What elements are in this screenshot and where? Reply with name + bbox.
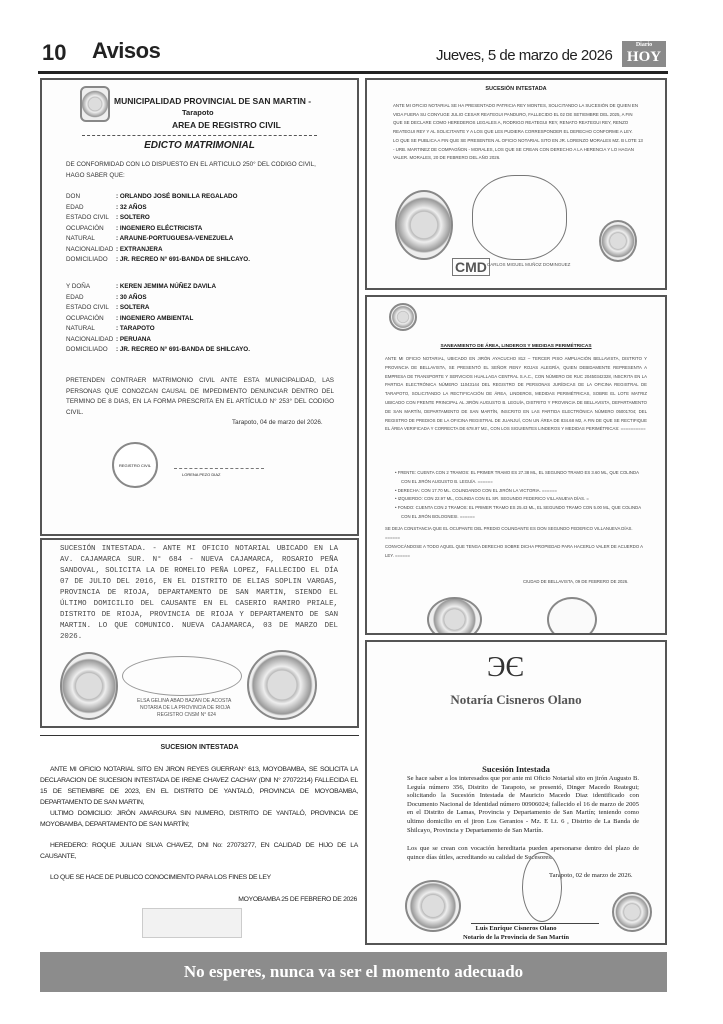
municipal-crest-icon — [80, 86, 110, 122]
notary-seal-icon — [60, 652, 118, 720]
detail-label: OCUPACIÓN — [66, 224, 104, 232]
detail-label: NACIONALIDAD — [66, 245, 114, 253]
moyobamba-p4: LO QUE SE HACE DE PUBLICO CONOCIMIENTO PARA LOS FINES DE LEY — [50, 874, 271, 881]
saneamiento-text3: CONVOCÁNDOSE A TODO AQUEL QUE TENGA DERECHO SOBRE DICHA PROPIEDAD PARA HACERLO VALER DE ACUERDO A LEY. ====== — [385, 544, 643, 558]
org-city: Tarapoto — [182, 108, 214, 117]
signature-icon — [522, 852, 562, 922]
saneamiento-text: ANTE MI OFICIO NOTARIAL, UBICADO EN JIRÓN AYACUCHO 812 – TERCER PISO AMPLIACIÓN BELLAVISTA, DISTRITO Y PROVINCIA DE BELLAVISTA, SE PRESENTÓ EL SEÑOR RENY ROJAS ALEGRÍA, QUIEN DEBIDAMENTE REPRESENTA A EMPRESA DE TRANSPORTE Y SERVICIOS HUALLAGA CENTRAL S.A.C., CON NÚMERO DE RUC 20450342328, INSCRITA EN LA PARTIDA ELECTRÓNICA NÚMERO 11043144 DEL REGISTRO DE PERSONAS JURÍDICAS DE LA OFICINA REGISTRAL DE TARAPOTO, SOLICITANDO LA RECTIFICACIÓN DE ÁREA, LINDEROS, MEDIDAS PERIMÉTRICAS, SOBRE EL LOTE MATRIZ UBICADO CON FRENTE PRINCIPAL AL JIRÓN AUGUSTO B. LEGUÍA, DISTRITO Y PROVINCIA DE BELLAVISTA, DEPARTAMENTO DE SAN MARTÍN, DEPARTAMENTO DE SAN MARTÍN, INSCRITO EN LAS PARTIDA ELECTRÓNICA NÚMERO 05001704; DEL REGISTRO DE PREDIOS DE LA OFICINA REGISTRAL DE JUANJUÍ, CON UN ÁREA DE 834.68 M2, A FIN DE QUE SE RECTIFIQUE EL ÁREA VERIFICADA Y CORRECTA DE 678.97 M2., CON LOS SIGUIENTES LINDEROS Y MEDIDAS PERIMÉTRICAS: ========== — [385, 356, 647, 432]
header-rule — [38, 71, 668, 74]
notice-sucesion-rioja — [40, 538, 359, 728]
saneamiento-date: CIUDAD DE BELLAVISTA, 09 DE FEBRERO DE 2026. — [523, 579, 629, 584]
moyobamba-p3: HEREDERO: ROQUE JULIAN SILVA CHAVEZ, DNI No: 27073277, EN CALIDAD DE HIJO DE LA CAUSANTE, — [40, 842, 358, 860]
detail-value: : 30 AÑOS — [116, 293, 147, 301]
edicto-intro: DE CONFORMIDAD CON LO DISPUESTO EN EL ARTICULO 250° DEL CODIGO CIVIL, HAGO SABER QUE: — [66, 161, 316, 179]
bride-details — [66, 282, 336, 356]
college-seal-icon — [612, 892, 652, 932]
seal-50-years-icon — [427, 597, 482, 635]
detail-value: : SOLTERA — [116, 304, 150, 311]
notary-stamp-icon — [142, 908, 242, 938]
seal-50-years-icon — [395, 190, 453, 260]
detail-row — [66, 203, 336, 214]
seal-text: REGISTRO CIVIL — [118, 462, 151, 468]
issue-date: Jueves, 5 de marzo de 2026 — [436, 47, 613, 64]
detail-value: : JR. RECREO N° 691-BANDA DE SHILCAYO. — [116, 346, 250, 353]
notice-sucesion-moyobamba — [40, 735, 359, 945]
cmd-stamp: CMD — [452, 258, 490, 276]
detail-label: NATURAL — [66, 235, 95, 242]
rioja-signer: ELSA GELINA ABAD BAZAN DE ACOSTA — [137, 698, 232, 704]
newspaper-logo — [622, 41, 666, 67]
boundary-item: • DERECHA: CON 17.70 ML. COLINDANDO CON EL JIRÓN LA VICTORIA. ====== — [395, 487, 557, 493]
saneamiento-title: SANEAMIENTO DE ÁREA, LINDEROS Y MEDIDAS PERIMÉTRICAS — [440, 344, 592, 349]
detail-row — [66, 324, 336, 335]
detail-row — [66, 213, 336, 224]
detail-label: NATURAL — [66, 325, 95, 332]
detail-row — [66, 345, 336, 356]
detail-label: OCUPACIÓN — [66, 314, 104, 322]
detail-label: DON — [66, 193, 80, 200]
morales-text2: LO QUE SE PUBLICA A FIN QUE SE PRESENTEN AL OFICIO NOTARIAL SITO EN JR. LORENZO MORALES MZ. B LOTE 13 - URB. MARTINEZ DE COMPAGÑON - MORALES, LOS QUE SE CREAN CON DERECHO A LA HERENCIA Y LO HAGAN VALER. MORALES, 20 DE FEBRERO DEL AÑO 2026. — [393, 138, 643, 160]
notary-logo-icon: ЭЄ — [487, 652, 524, 683]
org-name: MUNICIPALIDAD PROVINCIAL DE SAN MARTIN - — [114, 96, 312, 106]
detail-value: : ORLANDO JOSÉ BONILLA REGALADO — [116, 193, 238, 200]
cisneros-signer: Luis Enrique Cisneros Olano — [475, 925, 557, 932]
notice-saneamiento — [365, 295, 667, 635]
morales-signer: CARLOS MIGUEL MUÑOZ DOMINGUEZ — [487, 262, 571, 267]
moyobamba-p2: ULTIMO DOMICILIO: JIRÓN AMARGURA SIN NUMERO, DISTRITO DE YANTALÓ, PROVINCIA DE MOYOBAMBA, DEPARTAMENTO DE SAN MARTÍN; — [40, 810, 358, 828]
signature-line — [471, 923, 599, 924]
morales-title: SUCESIÓN INTESTADA — [485, 86, 547, 92]
page-number: 10 — [42, 40, 67, 65]
signature-icon — [472, 175, 567, 260]
signature-icon — [122, 656, 242, 696]
detail-label: ESTADO CIVIL — [66, 304, 109, 311]
notice-edicto-matrimonial — [40, 78, 359, 536]
detail-row — [66, 293, 336, 304]
detail-label: Y DOÑA — [66, 283, 91, 290]
rioja-reg: REGISTRO CNSM N° 624 — [157, 712, 216, 718]
detail-label: DOMICILIADO — [66, 256, 108, 263]
cisneros-text: Se hace saber a los interesados que por ante mi Oficio Notarial sito en jirón Augusto B. Leguía número 356, Distrito de Tarapoto, se presentó, Dinger Macedo Reategui; solicitando la Sucesión Intestada de Mauricio Macedo Diaz identificado con Documento Nacional de Identidad número 00906024; fallecido el 16 de marzo de 2005 en el Distrito de Lamas, Provincia y Departamento de San Martín; teniendo como ultimo domicilio en el jiron Los Geranios - Mz. E Lt. 6 , Distrito de La Banda de Shilcayo, Provincia y Departamento de San Martín. — [407, 775, 639, 834]
notice-sucesion-morales — [365, 78, 667, 290]
detail-value: : SOLTERO — [116, 214, 150, 221]
detail-value: : TARAPOTO — [116, 325, 155, 332]
detail-label: EDAD — [66, 203, 84, 211]
detail-row — [66, 282, 336, 293]
notary-brand: Notaría Cisneros Olano — [450, 692, 582, 707]
edicto-signer: LORENA PEZO DIAZ — [182, 472, 221, 477]
boundary-item: • FONDO: CUENTA CON 2 TRAMOS: EL PRIMER TRAMO ES 25.43 ML, EL SEGUNDO TRAMO CON 5.00 ML, QUE COLINDA CON EL JIRÓN BOLOGNESI. ====== — [395, 505, 641, 519]
rioja-signer-title: NOTARIA DE LA PROVINCIA DE RIOJA — [140, 705, 231, 711]
detail-value: : 32 AÑOS — [116, 203, 147, 211]
signature-line — [174, 468, 264, 469]
police-seal-icon — [599, 220, 637, 262]
detail-value: : JR. RECREO N° 691-BANDA DE SHILCAYO. — [116, 256, 250, 263]
detail-label: NACIONALIDAD — [66, 335, 114, 343]
detail-value: : INGENIERO ELÉCTRICISTA — [116, 224, 203, 232]
section-title: Avisos — [92, 38, 161, 63]
cisneros-signer-title: Notario de la Provincia de San Martín — [462, 934, 570, 941]
saneamiento-text2: SE DEJA CONSTANCIA QUE EL OCUPANTE DEL PREDIO COLINDANTE ES DON SEGUNDO FEDERICO VILLANUEVA DÍAS. ====== — [385, 526, 633, 540]
boundary-item: • FRENTE: CUENTA CON 2 TRAMOS: EL PRIMER TRAMO ES 27.38 ML, EL SEGUNDO TRAMO ES 3.60 ML, QUE COLINDA CON EL JIRÓN AUGUSTO B. LEGUÍA. ====== — [395, 470, 639, 484]
detail-value: : INGENIERO AMBIENTAL — [116, 314, 194, 322]
logo-small: Diario — [635, 42, 653, 48]
detail-row — [66, 192, 336, 203]
seal-50-years-icon — [247, 650, 317, 720]
detail-value: : PERUANA — [116, 335, 151, 343]
notary-seal-icon — [547, 597, 597, 635]
detail-label: EDAD — [66, 293, 84, 301]
detail-row — [66, 303, 336, 314]
registro-civil-seal — [112, 442, 158, 488]
cisneros-text2: Los que se crean con vocación hereditaria pueden apersonarse dentro del plazo de quince días útiles, acreditando su calidad de Sucesores. — [407, 845, 639, 861]
detail-value: : ARAUNE-PORTUGUESA-VENEZUELA — [116, 235, 234, 242]
detail-row — [66, 245, 336, 256]
detail-label: DOMICILIADO — [66, 346, 108, 353]
detail-row — [66, 335, 336, 346]
edicto-date: Tarapoto, 04 de marzo del 2026. — [232, 419, 323, 426]
footer-banner: No esperes, nunca va ser el momento adecuado — [40, 952, 667, 992]
detail-row — [66, 234, 336, 245]
detail-value: : EXTRANJERA — [116, 245, 163, 253]
saneamiento-boundaries — [395, 469, 647, 522]
moyobamba-title: SUCESION INTESTADA — [160, 744, 239, 751]
boundary-item: • IZQUIERDO: CON 22.97 ML, COLINDA CON EL SR. SEGUNDO FEDERICO VILLANUEVA DÍAS. = — [395, 496, 589, 502]
detail-label: ESTADO CIVIL — [66, 214, 109, 221]
cisneros-date: Tarapoto, 02 de marzo de 2026. — [549, 872, 633, 879]
edicto-body: PRETENDEN CONTRAER MATRIMONIO CIVIL ANTE ESTA MUNICIPALIDAD, LAS PERSONAS QUE CONOZCAN CAUSAL DE IMPEDIMENTO DENUNCIAR DENTRO DEL TERMINO DE 8 DIAS, EN LA FORMA PRESCRITA EN EL ARTÍCULO N° 253° DEL CODIGO CIVIL. — [66, 377, 334, 416]
divider — [82, 135, 317, 136]
morales-text: ANTE MI OFICIO NOTARIAL SE HA PRESENTADO PATRICIA REY MONTES, SOLICITANDO LA SUCESIÓN DE QUIEN EN VIDA FUERA SU CONYUGE JULIO CESAR REATEGUI PANDURO, FALLECIDO EL 02 DE SETIEMBRE DEL 2025, A FIN QUE SE DECLARE COMO HEREDEROS LEGALES A, RODRIGO REATEGUI REY, RENATO REATEGUI REY, RENZO REATEGUI REY Y AL SOLICITANTE Y A LOS QUE LES PUDIERA CORRESPONDER EL DERECHO CONFORME A LEY. — [393, 103, 639, 134]
cisneros-title: Sucesión Intestada — [482, 764, 550, 774]
moyobamba-p1: ANTE MI OFICIO NOTARIAL SITO EN JIRON REYES GUERRAN° 613, MOYOBAMBA, SE SOLICITA LA DECLARACION DE SUCESION INTESTADA DE IRENE CHAVEZ CACHAY (DNI N° 27072214) FALLECIDA EL 15 DE SETIEMBRE DE 2023, EN EL DISTRITO DE YANTALÓ, PROVINCIA DE MOYOBAMBA, DEPARTAMENTO DE SAN MARTIN, — [40, 766, 358, 806]
logo-big: HOY — [626, 49, 662, 65]
notary-logo-icon — [389, 303, 417, 331]
detail-row — [66, 224, 336, 235]
edicto-title: EDICTO MATRIMONIAL — [144, 140, 255, 151]
org-area: AREA DE REGISTRO CIVIL — [172, 120, 281, 130]
notice-cisneros-olano — [365, 640, 667, 945]
groom-details — [66, 192, 336, 266]
detail-row — [66, 314, 336, 325]
detail-row — [66, 255, 336, 266]
detail-value: : KEREN JEMIMA NÚÑEZ DAVILA — [116, 283, 217, 290]
rioja-text: SUCESIÓN INTESTADA. - ANTE MI OFICIO NOTARIAL UBICADO EN LA AV. CAJAMARCA SUR. N° 684 - NUEVA CAJAMARCA, ROSARIO PEÑA SANDOVAL, SOLICITA LA DE ROMELIO PEÑA LOPEZ, FALLECIDO EL DÍA 07 DE JULIO DEL 2016, EN EL DISTRITO DE ELIAS SOPLIN VARGAS, PROVINCIA DE RIOJA, DEPARTAMENTO DE SAN MARTIN, SIENDO EL ÚLTIMO DOMICILIO DEL CAUSANTE EN EL CASERIO RAMIRO PRIALE, DISTRITO DE RIOJA, PROVINCIA DE RIOJA Y DEPARTAMENTO DE SAN MARTIN. LO QUE COMUNICO. NUEVA CAJAMARCA, 03 DE MARZO DEL 2026. — [60, 545, 338, 641]
moyobamba-date: MOYOBAMBA 25 DE FEBRERO DE 2026 — [238, 896, 357, 903]
